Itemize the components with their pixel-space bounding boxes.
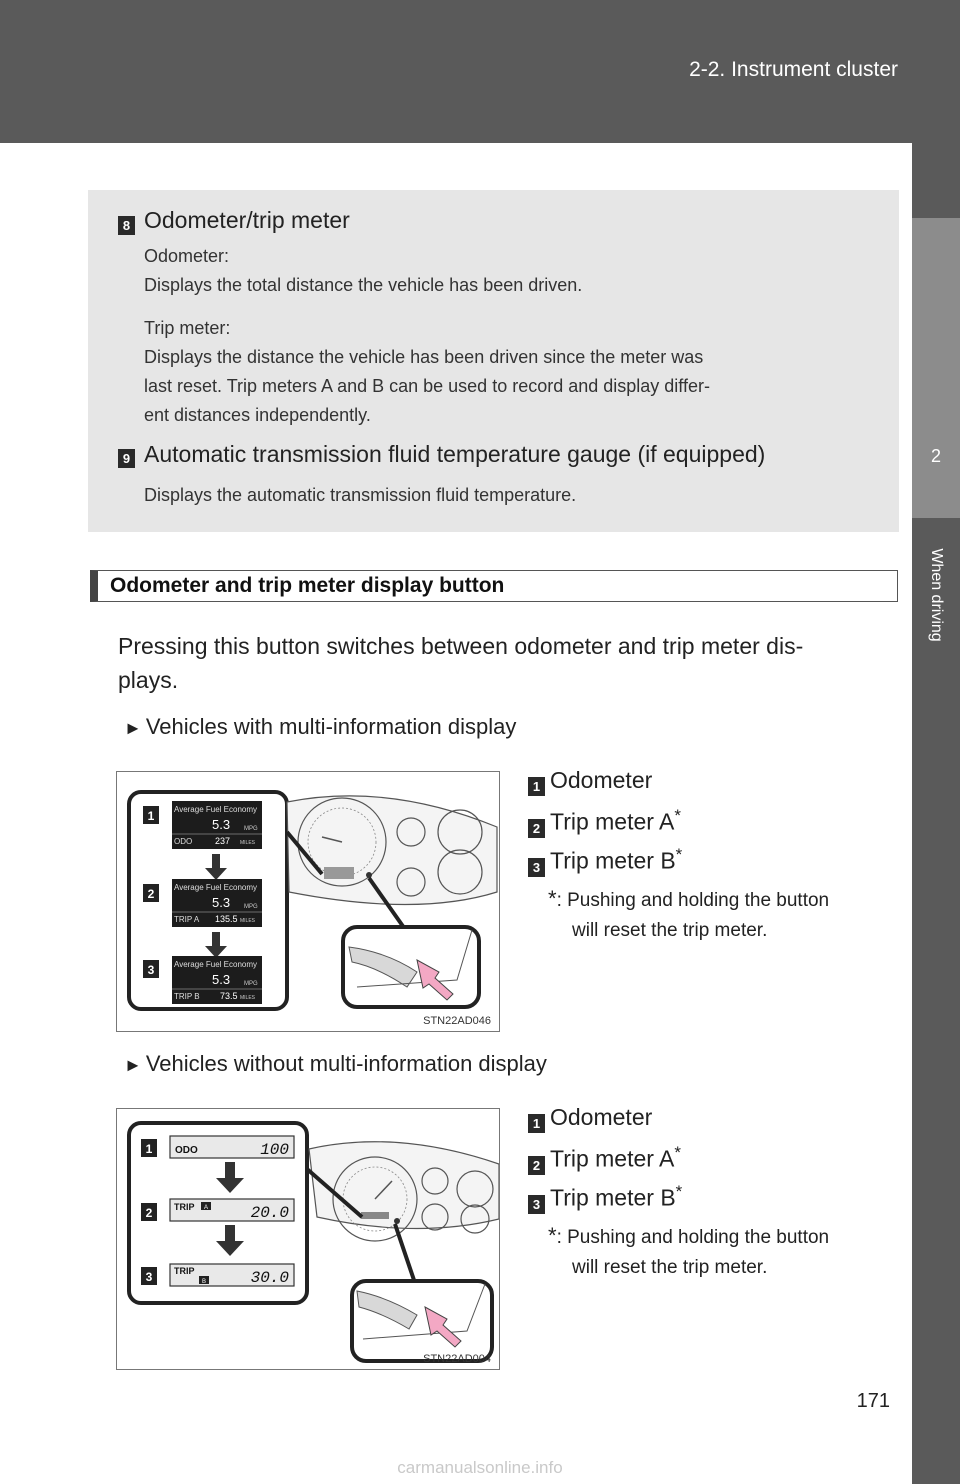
legend1-footnote-2: will reset the trip meter. (572, 920, 768, 941)
fig2-row3-value: 30.0 (250, 1269, 289, 1287)
fig1-row3-value: 5.3 (212, 972, 231, 987)
watermark: carmanualsonline.info (397, 1458, 563, 1477)
fig1-row3-unit: MPG (244, 981, 258, 987)
section-title: 2-2. Instrument cluster (689, 58, 898, 81)
fig1-row2-miles: MILES (240, 918, 256, 924)
fig2-row1-value: 100 (260, 1141, 289, 1159)
fig1-row3-label: TRIP B (174, 992, 200, 1001)
legend1-trip-a-label: Trip meter A (550, 808, 675, 835)
section-heading: Odometer and trip meter display button (90, 570, 898, 602)
trip-label: Trip meter: (144, 318, 231, 338)
legend2-trip-b: 3 Trip meter B* (528, 1182, 682, 1212)
legend2-num-1: 1 (528, 1114, 545, 1133)
legend1-trip-b: 3 Trip meter B* (528, 845, 682, 875)
item-8-heading: Odometer/trip meter (144, 207, 350, 233)
item-9-heading: Automatic transmission fluid temperature gauge (if equipped) (144, 441, 766, 467)
info-box (88, 190, 899, 532)
bullet-arrow-icon: ► (124, 718, 142, 738)
trip-text-1: Displays the distance the vehicle has been driven since the meter was (144, 347, 704, 367)
figure-without-mid-illustration (117, 1109, 499, 1369)
fig2-row2-number: 2 (145, 1206, 153, 1220)
fig2-row2-label: TRIP (174, 1202, 195, 1212)
legend1-odometer-label: Odometer (550, 767, 653, 793)
odometer-text: Displays the total distance the vehicle has been driven. (144, 275, 583, 295)
legend2-footnote-1: : Pushing and holding the button (556, 1227, 830, 1248)
legend1-odometer (528, 767, 652, 794)
chapter-number: 2 (930, 446, 941, 466)
figure-without-mid-code: STN22AD004 (423, 1353, 491, 1365)
bullet-without-mid (124, 1051, 547, 1077)
legend2-footnote-2: will reset the trip meter. (572, 1257, 768, 1278)
figure-with-mid-illustration (117, 772, 499, 1031)
fig2-row3-badge: B (201, 1279, 207, 1285)
fig1-row1-label: ODO (174, 837, 193, 846)
bullet-arrow-icon: ► (124, 1055, 142, 1075)
fig2-row1-number: 1 (145, 1142, 153, 1156)
fig2-row2-badge: A (203, 1205, 209, 1211)
item-9-badge: 9 (118, 449, 135, 468)
fig1-row2-value: 5.3 (212, 895, 231, 910)
legend1-num-2: 2 (528, 819, 545, 838)
fig2-row3-label: TRIP (174, 1266, 195, 1276)
legend1-footnote-1: : Pushing and holding the button (556, 890, 830, 911)
figure-with-mid-code: STN22AD046 (423, 1015, 491, 1027)
fig1-row1-unit: MPG (244, 826, 258, 832)
item-9-text: Displays the automatic transmission fluid temperature. (144, 485, 577, 505)
section-body-1: Pressing this button switches between odometer and trip meter dis- (118, 633, 804, 659)
fig1-row2-trip: 135.5 (215, 914, 238, 924)
fig1-row3-title: Average Fuel Economy (174, 960, 258, 969)
fig1-row2-unit: MPG (244, 904, 258, 910)
fig1-row1-miles: MILES (240, 840, 256, 846)
legend1-trip-a: 2 Trip meter A* (528, 806, 681, 836)
fig1-row2-label: TRIP A (174, 915, 200, 924)
fig1-row3-trip: 73.5 (220, 991, 238, 1001)
item-8-badge: 8 (118, 216, 135, 235)
legend1-num-3: 3 (528, 858, 545, 877)
fig1-row2-number: 2 (147, 887, 155, 901)
chapter-label: When driving (928, 548, 945, 642)
legend2-trip-b-label: Trip meter B (550, 1184, 676, 1211)
chapter-tab (912, 218, 960, 518)
fig1-row3-miles: MILES (240, 995, 256, 1001)
legend2-trip-a: 2 Trip meter A* (528, 1143, 681, 1173)
figure-with-mid (116, 771, 500, 1032)
bullet-without-mid-text: Vehicles without multi-information display (145, 1051, 547, 1076)
trip-text-2: last reset. Trip meters A and B can be used to record and display differ- (144, 376, 710, 396)
legend1-trip-b-label: Trip meter B (550, 847, 676, 874)
fig1-row3-number: 3 (147, 963, 155, 977)
legend2-trip-a-label: Trip meter A (550, 1145, 675, 1172)
fig1-row2-title: Average Fuel Economy (174, 883, 258, 892)
legend1-footnote: *: Pushing and holding the button will reset the trip meter. (548, 886, 830, 941)
fig2-row2-value: 20.0 (250, 1204, 289, 1222)
fig1-row1-value: 5.3 (212, 817, 231, 832)
trip-text-3: ent distances independently. (144, 405, 371, 425)
fig2-row1-label: ODO (175, 1145, 198, 1156)
fig1-row1-number: 1 (147, 809, 155, 823)
bullet-with-mid-text: Vehicles with multi-information display (145, 714, 517, 739)
figure-without-mid (116, 1108, 500, 1370)
legend2-odometer-label: Odometer (550, 1104, 653, 1130)
bullet-with-mid (124, 714, 516, 740)
fig1-row1-title: Average Fuel Economy (174, 805, 258, 814)
fig1-row1-odo: 237 (215, 836, 231, 846)
fig2-row3-number: 3 (145, 1270, 153, 1284)
odometer-label: Odometer: (144, 246, 230, 266)
page-number: 171 (856, 1390, 890, 1412)
legend2-num-3: 3 (528, 1195, 545, 1214)
section-body-2: plays. (118, 667, 179, 693)
legend2-footnote: *: Pushing and holding the button will reset the trip meter. (548, 1223, 830, 1278)
legend2-num-2: 2 (528, 1156, 545, 1175)
legend2-odometer (528, 1104, 652, 1131)
legend1-num-1: 1 (528, 777, 545, 796)
